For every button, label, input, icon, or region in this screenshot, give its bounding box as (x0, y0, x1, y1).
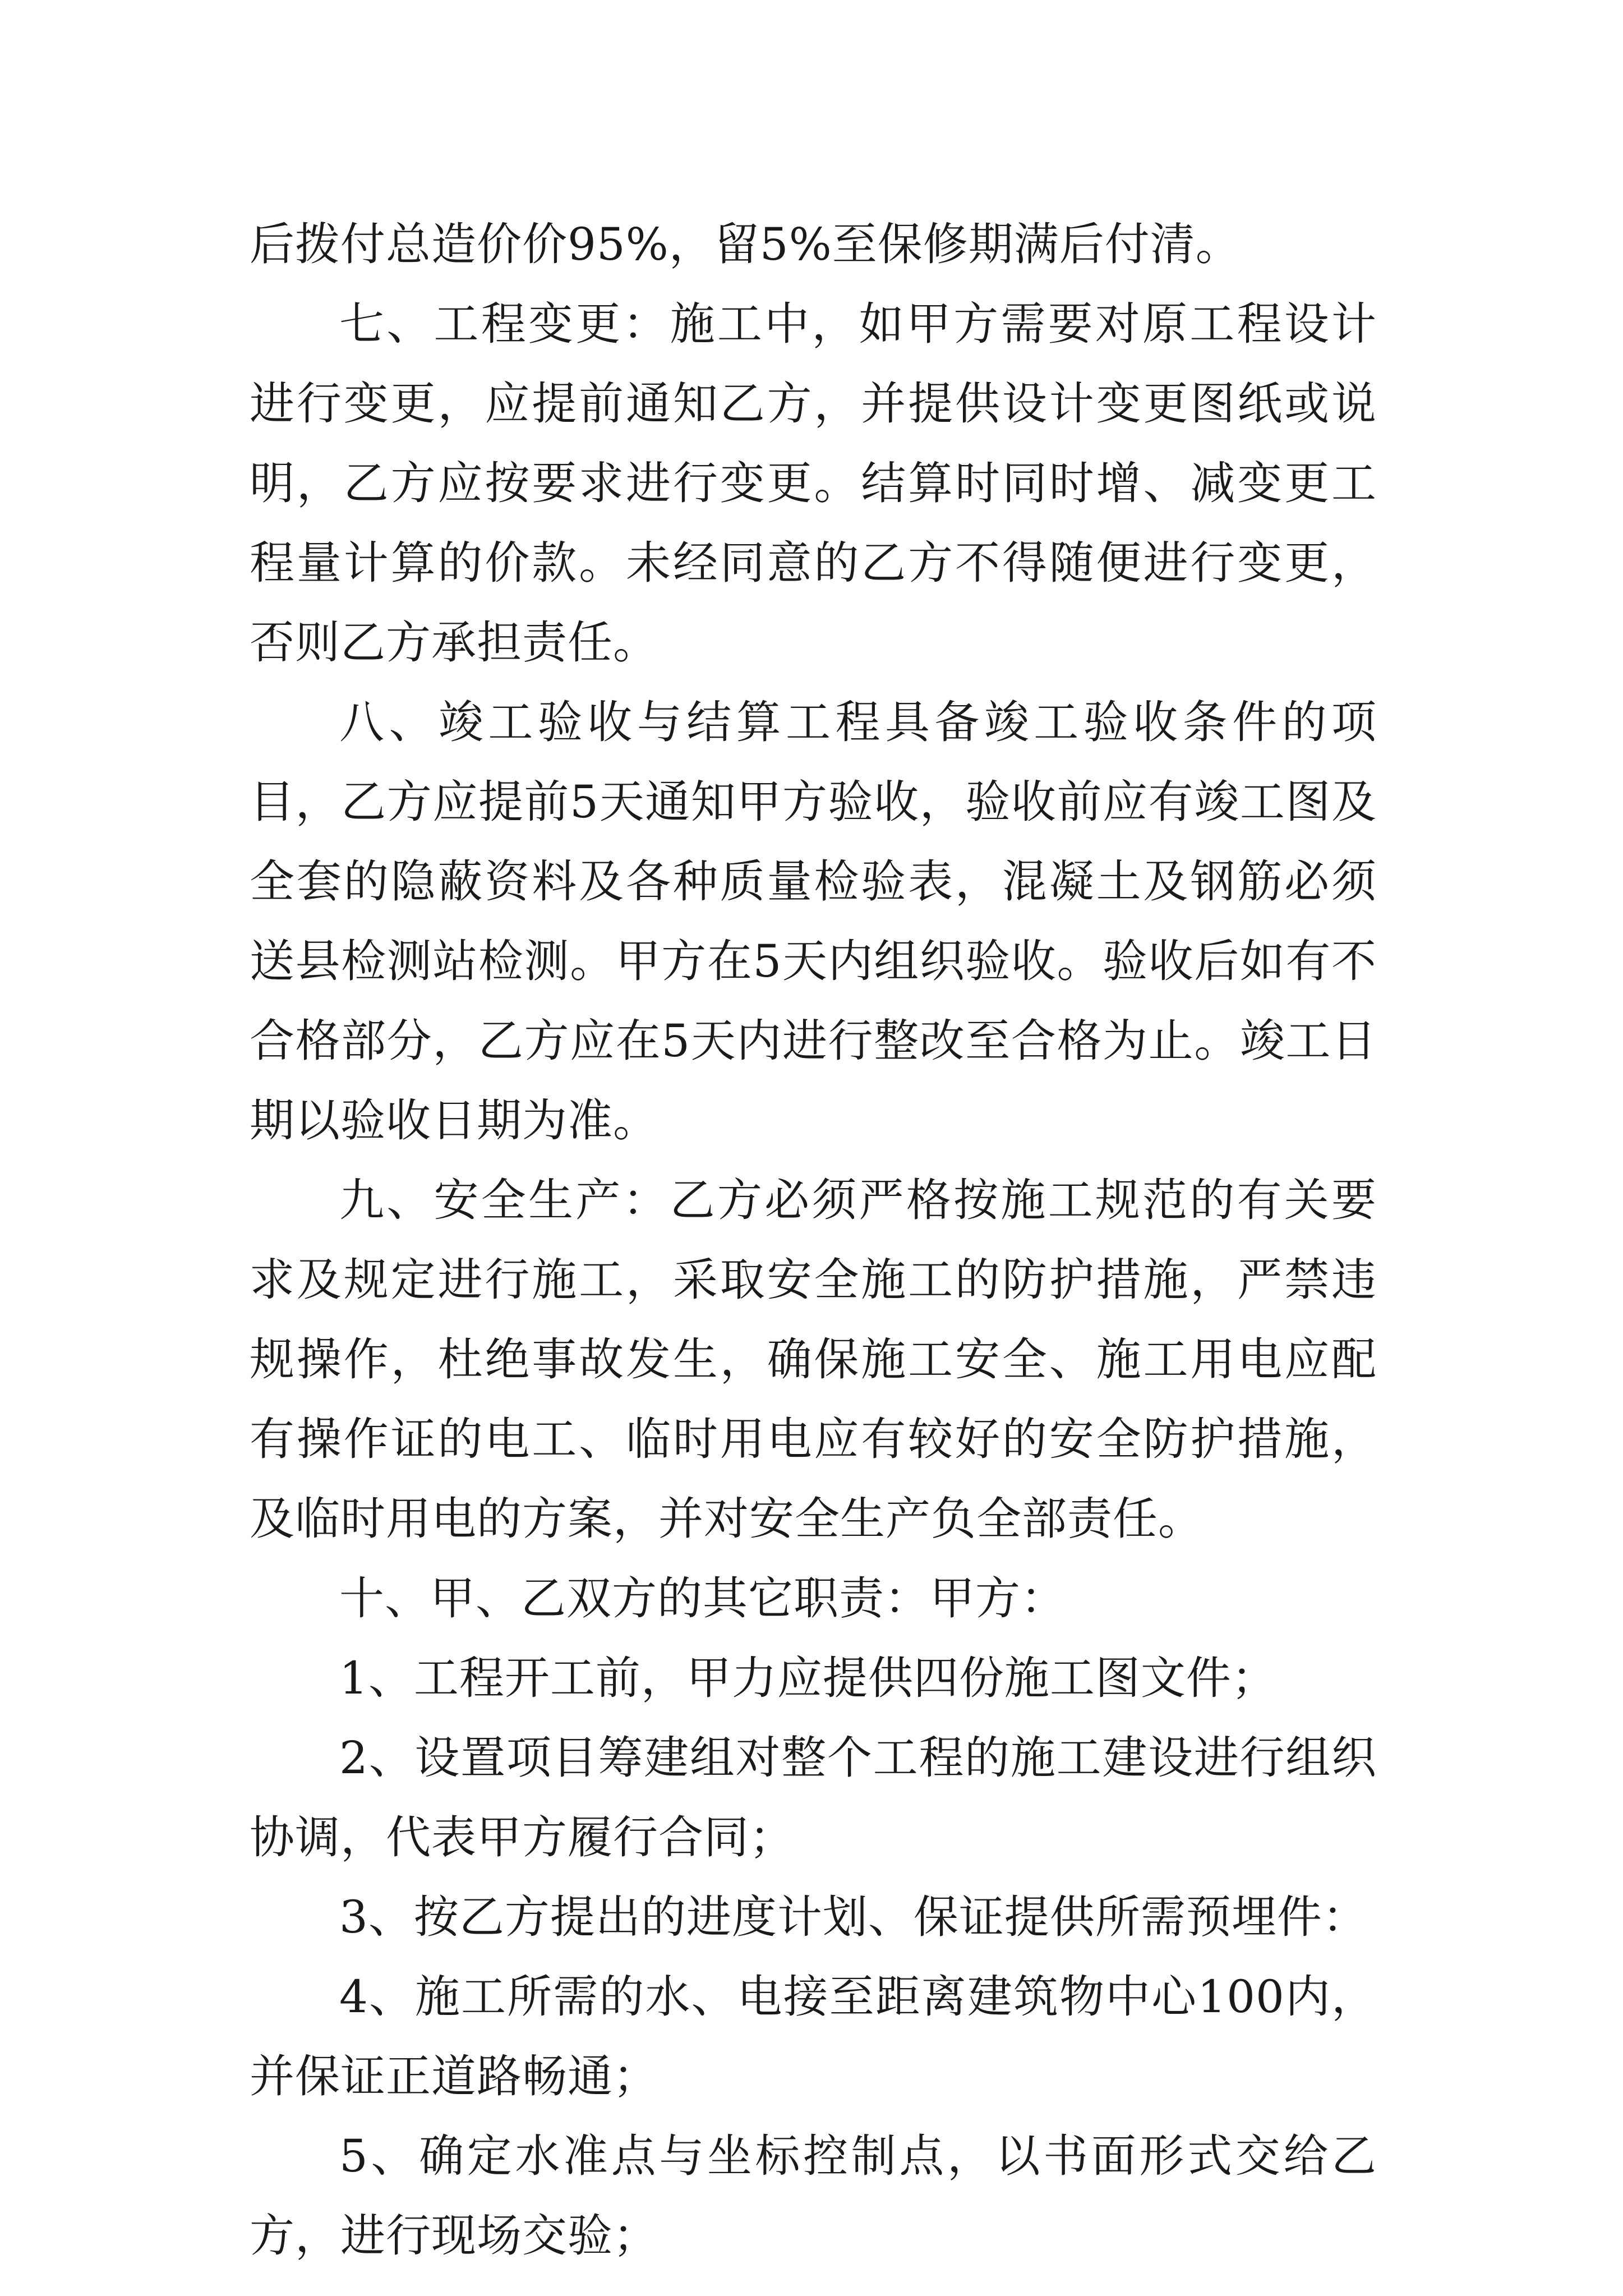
paragraph-payment-tail: 后拨付总造价价95%，留5%至保修期满后付清。 (250, 218, 1241, 270)
paragraph-duty-2: 2、设置项目筹建组对整个工程的施工建设进行组织协调，代表甲方履行合同； (250, 1732, 1377, 1864)
paragraph-section-10-duties: 十、甲、乙双方的其它职责：甲方： (339, 1572, 1066, 1625)
paragraph-section-7-change: 七、工程变更：施工中，如甲方需要对原工程设计进行变更，应提前通知乙方，并提供设计变更图纸或说明，乙方应按要求进行变更。结算时同时增、减变更工程量计算的价款。未经同意的乙方不得随便进行变更，否则乙方承担责任。 (250, 298, 1377, 669)
paragraph-duty-3: 3、按乙方提出的进度计划、保证提供所需预埋件： (339, 1891, 1368, 1943)
paragraph-duty-4: 4、施工所需的水、电接至距离建筑物中心100内，并保证正道路畅通； (250, 1971, 1377, 2102)
paragraph-duty-1: 1、工程开工前，甲力应提供四份施工图文件； (339, 1652, 1277, 1704)
paragraph-duty-5: 5、确定水准点与坐标控制点，以书面形式交给乙方，进行现场交验； (250, 2130, 1377, 2262)
document-body (250, 205, 1377, 2276)
paragraph-section-8-acceptance: 八、竣工验收与结算工程具备竣工验收条件的项目，乙方应提前5天通知甲方验收，验收前应有竣工图及全套的隐蔽资料及各种质量检验表，混凝土及钢筋必须送县检测站检测。甲方在5天内组织验收。验收后如有不合格部分，乙方应在5天内进行整改至合格为止。竣工日期以验收日期为准。 (250, 696, 1377, 1147)
paragraph-section-9-safety: 九、安全生产：乙方必须严格按施工规范的有关要求及规定进行施工，采取安全施工的防护措施，严禁违规操作，杜绝事故发生，确保施工安全、施工用电应配有操作证的电工、临时用电应有较好的安全防护措施，及临时用电的方案，并对安全生产负全部责任。 (250, 1174, 1377, 1545)
